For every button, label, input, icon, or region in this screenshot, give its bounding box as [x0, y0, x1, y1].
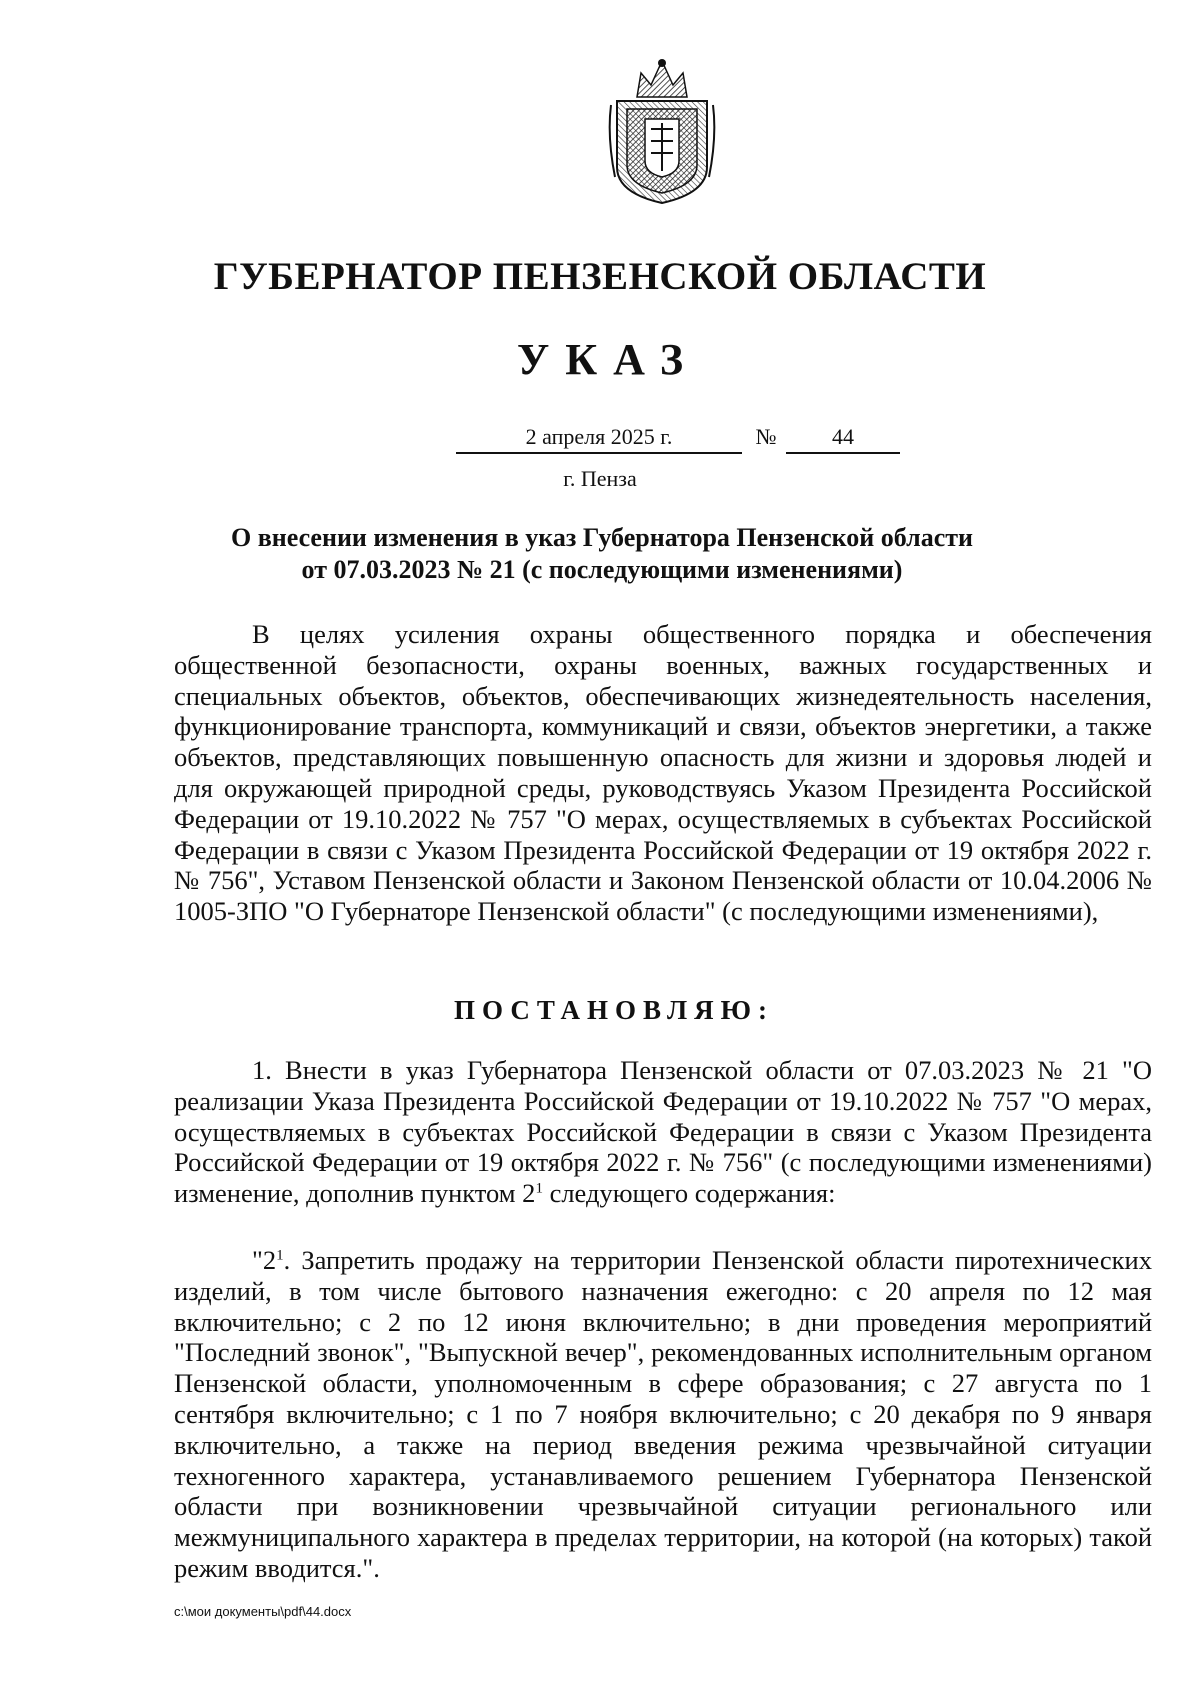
item-2-1-text: . Запретить продажу на территории Пензенской области пиротехнических изделий, в том числе бытового назначения ежегодно: с 20 апреля по 12 мая включительно; с 2 по 12 июня включительно; в дни проведения мероприятий "Последний звонок", "Выпускной вечер", рекомендованных исполнительным органом Пензенской области, уполномоченным в сфере образования; с 27 августа по 1 сентября включительно; с 1 по 7 ноября включительно; с 20 декабря по 9 января включительно, а также на период введения режима чрезвычайной ситуации техногенного характера, устанавливаемого решением Губернатора Пензенской области при возникновении чрезвычайной ситуации регионального или межмуниципального характера в пределах территории, на которой (на которых) такой режим вводится.".	[174, 1245, 1152, 1583]
item-1-paragraph	[174, 1055, 1152, 1209]
item-2-1-superscript: 1	[276, 1247, 284, 1264]
decree-number: 44	[786, 422, 900, 454]
decree-title-line-2: от 07.03.2023 № 21 (с последующими изменениями)	[301, 555, 903, 584]
item-1-superscript: 1	[535, 1180, 543, 1197]
item-2-1-open: "2	[252, 1245, 277, 1275]
item-1-tail: следующего содержания:	[542, 1178, 836, 1209]
preamble-text: В целях усиления охраны общественного порядка и обеспечения общественной безопасности, охраны военных, важных государственных и специальных объектов, объектов, обеспечивающих жизнедеятельность населения, функционирование транспорта, коммуникаций и связи, объектов энергетики, а также объектов, представляющих повышенную опасность для жизни и здоровья людей и для окружающей природной среды, руководствуясь Указом Президента Российской Федерации от 19.10.2022 № 757 "О мерах, осуществляемых в субъектах Российской Федерации в связи с Указом Президента Российской Федерации от 19 октября 2022 г. № 756", Уставом Пензенской области и Законом Пензенской области от 10.04.2006 № 1005-ЗПО "О Губернаторе Пензенской области" (с последующими изменениями),	[174, 619, 1152, 927]
issuing-authority-heading: ГУБЕРНАТОР ПЕНЗЕНСКОЙ ОБЛАСТИ	[213, 255, 987, 298]
decree-title	[160, 522, 1044, 586]
issue-city: г. Пенза	[563, 466, 637, 491]
item-1-text: 1. Внести в указ Губернатора Пензенской области от 07.03.2023 № 21 "О реализации Указа Президента Российской Федерации от 19.10.2022 № 757 "О мерах, осуществляемых в субъектах Российской Федерации в связи с Указом Президента Российской Федерации от 19 октября 2022 г. № 756" (с последующими изменениями) изменение, дополнив пунктом 2	[174, 1055, 1152, 1209]
document-type-heading: УКАЗ	[516, 335, 700, 384]
coat-of-arms-emblem	[607, 57, 717, 205]
decree-resolution-word: ПОСТАНОВЛЯЮ:	[454, 995, 774, 1025]
footer-file-path: c:\мои документы\pdf\44.docx	[174, 1604, 352, 1619]
decree-title-line-1: О внесении изменения в указ Губернатора Пензенской области	[230, 523, 974, 552]
preamble-paragraph	[174, 619, 1152, 927]
decree-date: 2 апреля 2025 г.	[456, 422, 742, 454]
number-sign: №	[755, 424, 777, 449]
item-2-1-paragraph	[174, 1245, 1152, 1584]
